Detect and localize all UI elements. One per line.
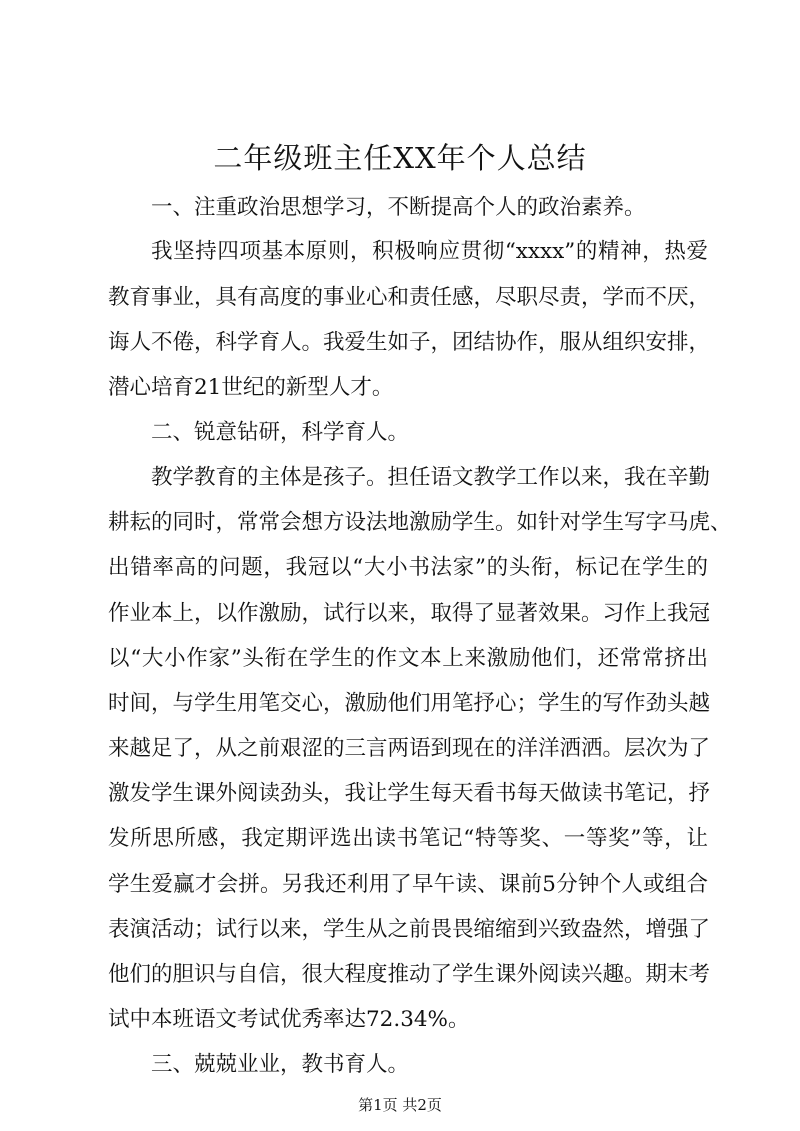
section-heading: 三、兢兢业业，教书育人。 <box>151 1052 410 1077</box>
paragraph-line: 他们的胆识与自信，很大程度推动了学生课外阅读兴趣。期末考 <box>108 962 711 987</box>
paragraph-line: 发所思所感，我定期评选出读书笔记“特等奖、一等奖”等，让 <box>108 826 708 851</box>
paragraph-line: 激发学生课外阅读劲头，我让学生每天看书每天做读书笔记，抒 <box>108 781 711 806</box>
paragraph-line: 耕耘的同时，常常会想方设法地激励学生。如针对学生写字马虎、 <box>108 510 732 535</box>
paragraph-line: 诲人不倦，科学育人。我爱生如子，团结协作，服从组织安排， <box>108 330 711 355</box>
paragraph-line: 表演活动；试行以来，学生从之前畏畏缩缩到兴致盎然，增强了 <box>108 917 711 942</box>
paragraph-line: 以“大小作家”头衔在学生的作文本上来激励他们，还常常挤出 <box>108 646 708 671</box>
section-heading: 一、注重政治思想学习，不断提高个人的政治素养。 <box>151 195 646 220</box>
paragraph-line: 潜心培育21世纪的新型人才。 <box>108 375 394 400</box>
page-title: 二年级班主任XX年个人总结 <box>213 141 587 175</box>
section-heading: 二、锐意钻研，科学育人。 <box>151 420 410 445</box>
paragraph-line: 来越足了，从之前艰涩的三言两语到现在的洋洋洒洒。层次为了 <box>108 736 711 761</box>
paragraph-line: 作业本上，以作激励，试行以来，取得了显著效果。习作上我冠 <box>108 601 711 626</box>
paragraph-line: 时间，与学生用笔交心，激励他们用笔抒心；学生的写作劲头越 <box>108 691 711 716</box>
paragraph-line: 教育事业，具有高度的事业心和责任感，尽职尽责，学而不厌， <box>108 285 711 310</box>
paragraph-line: 出错率高的问题，我冠以“大小书法家”的头衔，标记在学生的 <box>108 555 708 580</box>
page-footer: 第1页 共2页 <box>358 1096 442 1114</box>
paragraph-line: 试中本班语文考试优秀率达72.34%。 <box>108 1007 470 1032</box>
paragraph-line: 教学教育的主体是孩子。担任语文教学工作以来，我在辛勤 <box>151 465 711 490</box>
paragraph-line: 学生爱赢才会拼。另我还利用了早午读、课前5分钟个人或组合 <box>108 872 708 897</box>
paragraph-line: 我坚持四项基本原则，积极响应贯彻“xxxx”的精神，热爱 <box>151 239 708 264</box>
